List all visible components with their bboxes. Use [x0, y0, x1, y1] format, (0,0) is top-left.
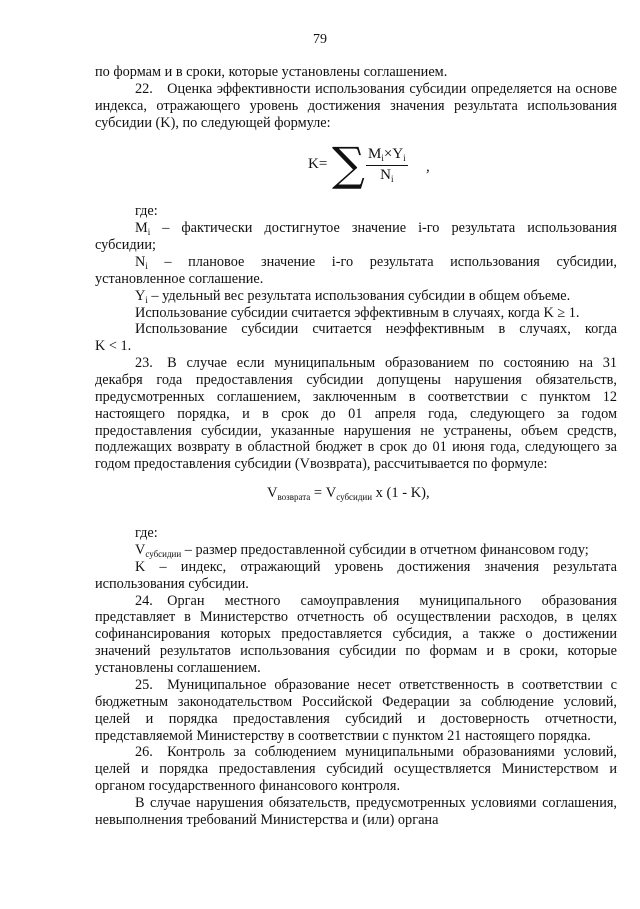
- ineffective-condition: Использование субсидии считается неэффективным в случаях, когда: [135, 321, 617, 338]
- page-body: [95, 64, 617, 829]
- definition-k: K – индекс, отражающий уровень достижения значения результата использования субсидии.: [95, 558, 617, 592]
- definition-m: $M_i$ – фактически достигнутое значение i-го результата использования субсидии;: [95, 220, 617, 254]
- formula-v: $V_{возврата} = V_{субсидии}$ x (1 - K),: [267, 485, 430, 503]
- where-label-2: где:: [135, 525, 158, 542]
- page-number: 79: [313, 32, 327, 47]
- definition-v: $V_{субсидии}$ – размер предоставленной субсидии в отчетном финансовом году;: [135, 542, 589, 560]
- paragraph-22: 22. Оценка эффективности использования субсидии определяется на основе индекса, отражающего уровень достижения значения результата использования субсидии (K), по следующей формуле:: [95, 80, 617, 131]
- formula-k-comma: ,: [426, 159, 430, 176]
- intro-line: по формам и в сроки, которые установлены соглашением.: [95, 64, 448, 80]
- ineffective-condition-end: K < 1.: [95, 338, 132, 355]
- paragraph-violations: В случае нарушения обязательств, предусмотренных условиями соглашения, невыполнения требований Министерства и (или) органа: [95, 794, 617, 828]
- paragraph-23: 23. В случае если муниципальным образованием по состоянию на 31 декабря года предоставления субсидии допущены нарушения обязательств, предусмотренных соглашением, заключенным в соответствии с пунктом 12 настоящего порядка, и в срок до 01 апреля года, следующего за годом предоставления субсидии, указанные нарушения не устранены, объем средств, подлежащих возврату в областной бюджет в срок до 01 июня года, следующего за годом предоставления субсидии (Vвозврата), рассчитывается по формуле:: [95, 355, 617, 473]
- effective-condition: Использование субсидии считается эффективным в случаях, когда K ≥ 1.: [135, 304, 580, 321]
- definition-n: $N_i$ – плановое значение i-го результата использования субсидии, установленное соглашение.: [95, 254, 617, 287]
- paragraph-24: 24. Орган местного самоуправления муниципального образования представляет в Министерство отчетность об осуществлении расходов, в целях софинансирования которых предоставляется субсидия, а также о достижении значений результатов использования субсидии по формам и в сроки, которые установлены соглашением.: [95, 592, 617, 677]
- formula-k-denominator: $N_i$: [380, 167, 394, 185]
- formula-k-lhs: K=: [308, 156, 328, 173]
- paragraph-26: 26. Контроль за соблюдением муниципальными образованиями условий, целей и порядка предоставления субсидий осуществляется Министерством и органом государственного финансового контроля.: [95, 744, 617, 795]
- formula-k-fraction: [366, 146, 408, 184]
- formula-k-numerator: $M_i\times Y_i$: [366, 146, 408, 166]
- paragraph-25: 25. Муниципальное образование несет ответственность в соответствии с бюджетным законодательством Российской Федерации за соблюдение условий, целей и порядка предоставления субсидий и достоверность отчетности, представляемой Министерству в соответствии с пунктом 21 настоящего порядка.: [95, 676, 617, 744]
- formula-k: [95, 133, 617, 201]
- where-label-1: где:: [135, 203, 158, 220]
- sum-symbol: ∑: [332, 137, 365, 192]
- definition-y: $Y_i$ – удельный вес результата использования субсидии в общем объеме.: [135, 287, 571, 305]
